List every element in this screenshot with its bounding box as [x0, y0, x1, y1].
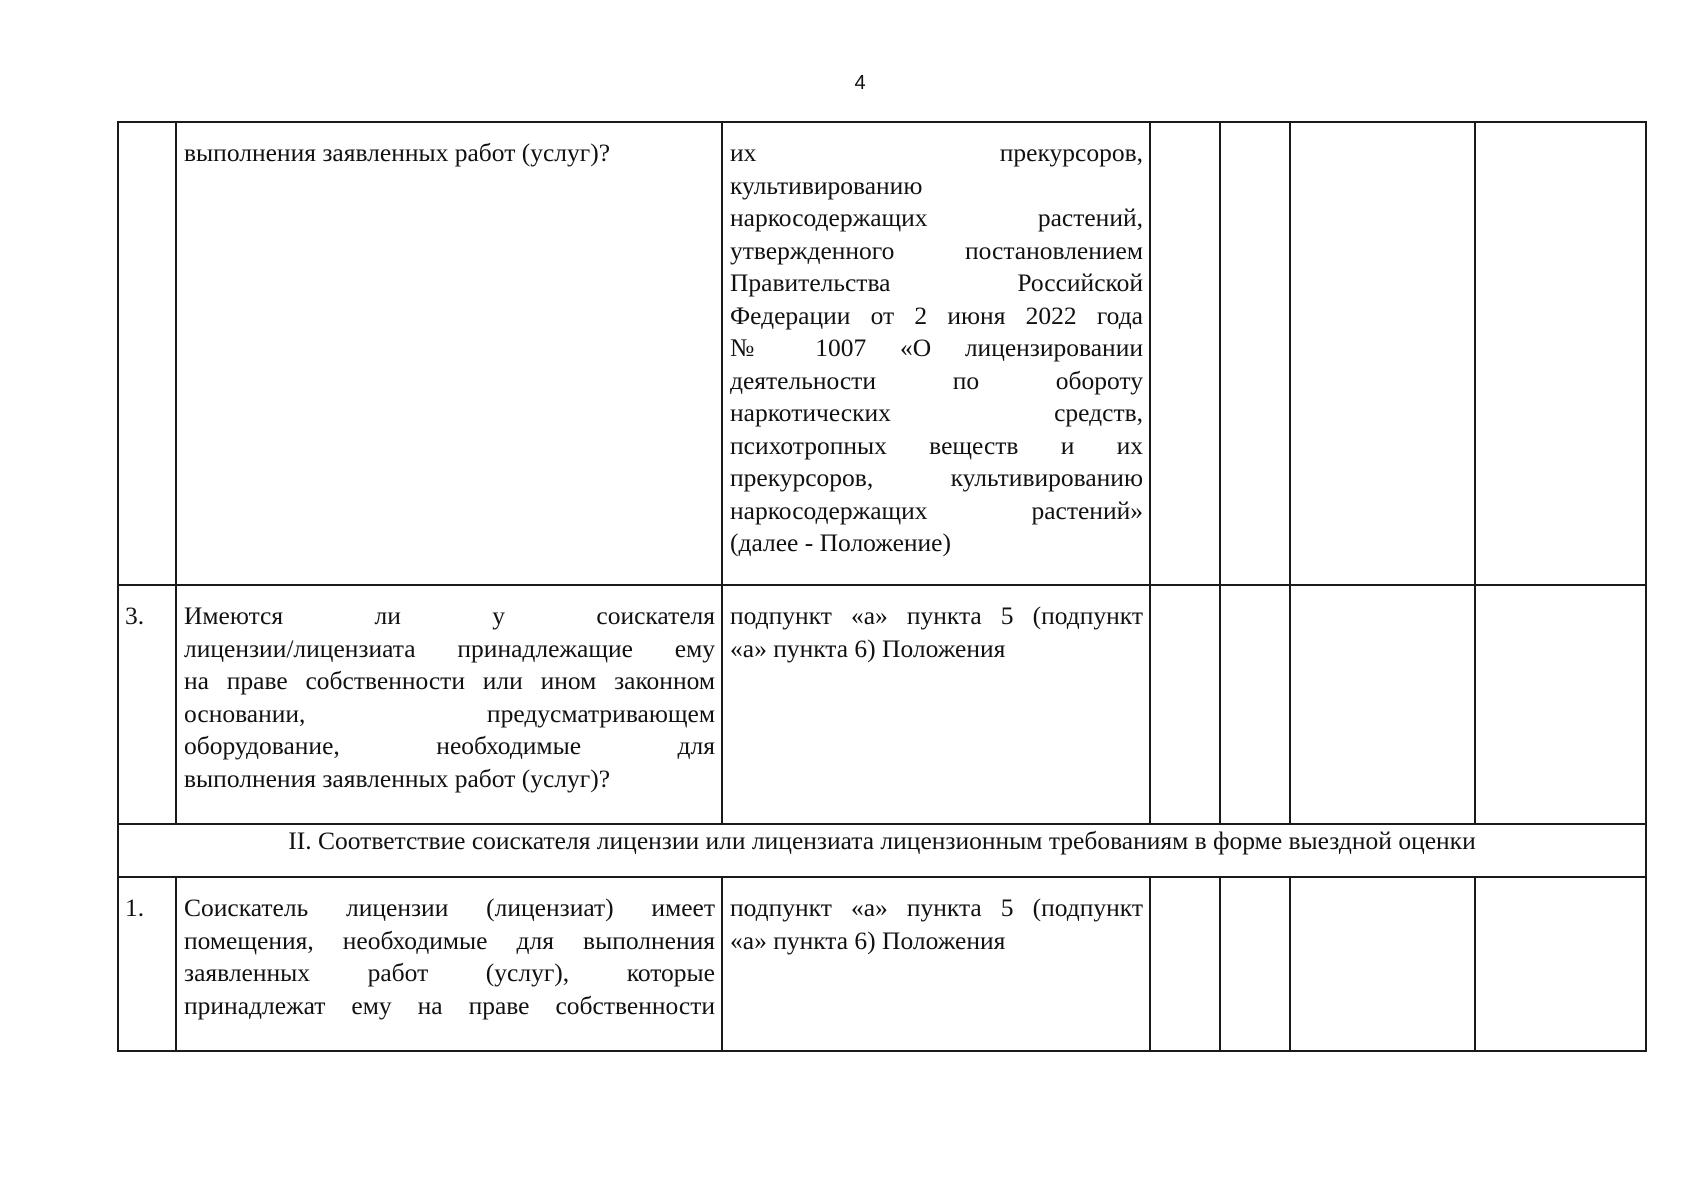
table-row-3: [118, 585, 1646, 824]
question-line: заявленных работ (услуг), которые: [184, 958, 715, 987]
page-number: 4: [854, 72, 866, 94]
question-line: лицензии/лицензиата принадлежащие ему: [184, 633, 715, 663]
question-line: основании, предусматривающем: [184, 698, 715, 728]
empty-cell: [1220, 877, 1290, 1051]
row-number-cell: [118, 122, 176, 585]
question-line: Соискатель лицензии (лицензиат) имеет: [184, 893, 715, 922]
reference-line: наркосодержащих растений,: [730, 203, 1143, 232]
reference-line: утвержденного постановлением: [730, 235, 1143, 265]
reference-line: (далее - Положение): [730, 528, 951, 557]
reference-line: подпункт «а» пункта 5 (подпункт: [730, 893, 1143, 922]
question-cell: [176, 122, 722, 585]
empty-cell: [1475, 122, 1646, 585]
reference-line: «а» пункта 6) Положения: [730, 925, 1006, 955]
reference-line: деятельности по обороту: [730, 365, 1143, 395]
reference-line: культивированию: [730, 170, 923, 200]
empty-cell: [1290, 877, 1475, 1051]
reference-line: «а» пункта 6) Положения: [730, 633, 1006, 663]
question-line: Имеются ли у соискателя: [184, 601, 715, 630]
section-header-row: [118, 824, 1646, 877]
question-line: оборудование, необходимые для: [184, 731, 715, 760]
reference-line: № 1007 «О лицензировании: [730, 333, 1143, 362]
question-line: помещения, необходимые для выполнения: [184, 925, 715, 955]
section-title: II. Соответствие соискателя лицензии или лицензиата лицензионным требованиям в форме выездной оценки: [118, 824, 1646, 877]
empty-cell: [1150, 585, 1220, 824]
empty-cell: [1150, 877, 1220, 1051]
reference-line: наркосодержащих растений»: [730, 495, 1143, 525]
empty-cell: [1475, 877, 1646, 1051]
reference-line: Федерации от 2 июня 2022 года: [730, 300, 1143, 330]
row-number-cell: 1.: [118, 877, 176, 1051]
reference-line: их прекурсоров,: [730, 138, 1143, 167]
empty-cell: [1475, 585, 1646, 824]
question-line: выполнения заявленных работ (услуг)?: [184, 763, 611, 793]
reference-line: Правительства Российской: [730, 268, 1143, 297]
question-line: на праве собственности или ином законном: [184, 666, 715, 695]
reference-line: прекурсоров, культивированию: [730, 463, 1143, 492]
table-row-1: [118, 877, 1646, 1051]
checklist-table: [117, 121, 1647, 1052]
empty-cell: [1220, 585, 1290, 824]
question-cell: [176, 877, 722, 1051]
reference-cell: [722, 877, 1150, 1051]
question-line: принадлежат ему на праве собственности: [184, 990, 715, 1020]
reference-cell: [722, 585, 1150, 824]
reference-cell: [722, 122, 1150, 585]
table-row-continued: [118, 122, 1646, 585]
question-line: выполнения заявленных работ (услуг)?: [184, 138, 611, 167]
row-number-cell: 3.: [118, 585, 176, 824]
question-cell: [176, 585, 722, 824]
reference-line: психотропных веществ и их: [730, 430, 1143, 460]
reference-line: наркотических средств,: [730, 398, 1143, 427]
empty-cell: [1220, 122, 1290, 585]
empty-cell: [1290, 585, 1475, 824]
empty-cell: [1150, 122, 1220, 585]
reference-line: подпункт «а» пункта 5 (подпункт: [730, 601, 1143, 630]
empty-cell: [1290, 122, 1475, 585]
